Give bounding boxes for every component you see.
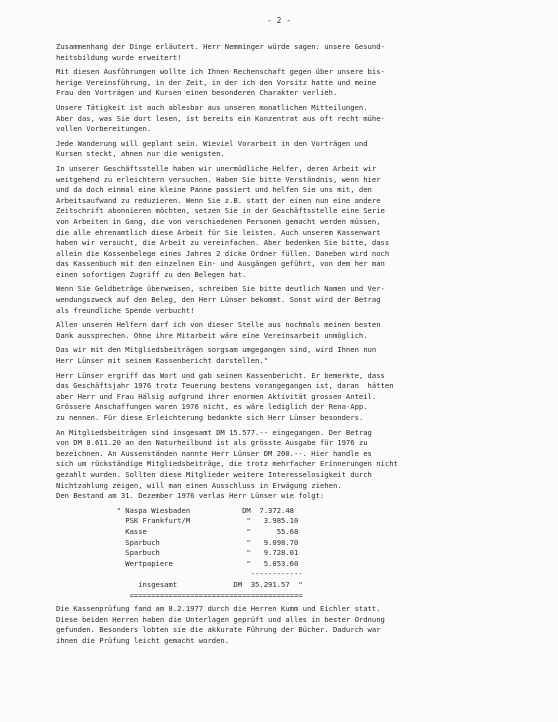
text-line: An Mitgliedsbeiträgen sind insgesamt DM 15.577.-- eingegangen. Der Betrag xyxy=(56,427,372,437)
text-line: Frau den Vorträgen und Kursen einen besonderen Charakter verlieh. xyxy=(56,88,338,98)
text-line: Den Bestand am 31. Dezember 1976 verlas Herr Lünser wie folgt: xyxy=(56,491,325,501)
text-line: heitsbildung wurde erweitert! xyxy=(56,52,182,62)
paragraph xyxy=(56,345,526,366)
text-line: wendungszweck auf den Beleg, den Herr Lünser bekommt. Sonst wird der Betrag xyxy=(56,295,381,305)
text-line: Das wir mit den Mitgliedsbeiträgen sorgsam umgegangen sind, wird Ihnen nun xyxy=(56,345,377,355)
text-line: Herr Lünser ergriff das Wort und gab seinen Kassenbericht. Er bemerkte, dass xyxy=(56,370,385,380)
text-line: Allen unseren Helfern darf ich von dieser Stelle aus nochmals meinen besten xyxy=(56,320,381,330)
paragraph xyxy=(56,42,526,63)
paragraph xyxy=(56,284,526,316)
text-line: Mit diesen Ausführungen wollte ich Ihnen Rechenschaft gegen über unsere bis- xyxy=(56,67,385,77)
closing-paragraph xyxy=(56,604,526,646)
text-line: Die Kassenprüfung fand am 8.2.1977 durch die Herren Kumm und Eichler statt. xyxy=(56,604,381,614)
document-body xyxy=(56,42,526,650)
text-line: sich um rückständige Mitgliedsbeiträge, die trotz mehrfacher Erinnerungen nicht xyxy=(56,459,398,469)
ledger-row: Sparbuch " 9.728.01 xyxy=(56,548,299,558)
paragraph xyxy=(56,67,526,99)
paragraph xyxy=(56,320,526,341)
text-line: Diese beiden Herren haben die Unterlagen geprüft und alles in bester Ordnung xyxy=(56,614,385,624)
text-line: allein die Kassenbelege eines Jahres 2 dicke Ordner füllen. Daneben wird noch xyxy=(56,248,390,258)
ledger-row: Wertpapiere " 5.053.60 xyxy=(56,558,299,568)
ledger-row: insgesamt DM 35.291.57 " xyxy=(56,579,303,589)
text-line: Aber das, was Sie dort lesen, ist bereits ein Konzentrat aus oft recht mühe- xyxy=(56,113,385,123)
text-line: Wenn Sie Geldbeträge überweisen, schreiben Sie bitte deutlich Namen und Ver- xyxy=(56,284,385,294)
text-line: das Kassenbuch mit den einzelnen Ein- und Ausgängen geführt, von dem her man xyxy=(56,259,385,269)
text-line: Zeitschrift abonnieren möchten, setzen Sie in der Geschäftsstelle eine Serie xyxy=(56,206,385,216)
text-line: von Arbeiten in Gang, die von verschiedenen Personen gemacht werden müssen, xyxy=(56,216,381,226)
ledger-row: Kasse " 55.68 xyxy=(56,526,299,536)
text-line: bezeichnen. An Aussenständen nannte Herr Lünser DM 200.--. Hier handle es xyxy=(56,448,372,458)
text-line: das Geschäftsjahr 1976 trotz Teuerung bestens vorangegangen ist, daran hätten xyxy=(56,381,394,391)
paragraph xyxy=(56,103,526,135)
text-line: Arbeitsaufwand zu reduzieren. Wenn Sie z.B. statt der einen nun eine andere xyxy=(56,195,381,205)
text-line: Unsere Tätigkeit ist auch ablesbar aus unseren monatlichen Mitteilungen. xyxy=(56,102,368,112)
text-line: In unserer Geschäftsstelle haben wir unermüdliche Helfer, deren Arbeit wir xyxy=(56,163,377,173)
text-line: einen sofortigen Zugriff zu den Belegen hat. xyxy=(56,269,247,279)
text-line: aber Herr und Frau Hälsig aufgrund ihrer enormen Aktivität grossen Anteil. xyxy=(56,391,377,401)
text-line: Dank aussprechen. Ohne ihre Mitarbeit wäre eine Vereinsarbeit unmöglich. xyxy=(56,330,368,340)
text-line: Grössere Anschaffungen waren 1976 nicht, es wäre lediglich der Rena-App. xyxy=(56,402,368,412)
paragraph xyxy=(56,371,526,424)
text-line: herige Vereinsführung, in der Zeit, in der ich den Vorsitz hatte und meine xyxy=(56,77,377,87)
ledger-row: " Naspa Wiesbaden DM 7.372.48 xyxy=(56,505,294,515)
balance-ledger xyxy=(56,506,526,601)
ledger-row: Sparbuch " 9.098.70 xyxy=(56,537,299,547)
text-line: von DM 8.611.20 an den Naturheilbund ist als grösste Ausgabe für 1976 zu xyxy=(56,438,368,448)
ledger-row: ------------ xyxy=(56,569,303,579)
text-line: als freundliche Spende verbucht! xyxy=(56,305,195,315)
page-number: - 2 - xyxy=(266,16,292,25)
paragraph xyxy=(56,139,526,160)
ledger-row: ======================================== xyxy=(56,590,303,600)
text-line: haben wir versucht, die Arbeit zu vereinfachen. Aber bedenken Sie bitte, dass xyxy=(56,238,390,248)
text-line: gezahlt wurden. Sollten diese Mitglieder weitere Interesselosigkeit durch xyxy=(56,469,372,479)
text-line: vollen Vorbereitungen. xyxy=(56,124,152,134)
paragraph xyxy=(56,164,526,281)
text-line: die alle ehrenamtlich diese Arbeit für Sie leisten. Auch unserem Kassenwart xyxy=(56,227,381,237)
text-line: ihnen die Prüfung leicht gemacht worden. xyxy=(56,635,230,645)
text-line: weitgehend zu erleichtern versuchen. Haben Sie bitte Verständnis, wenn hier xyxy=(56,174,381,184)
text-line: Jede Wanderung will geplant sein. Wieviel Vorarbeit in den Vorträgen und xyxy=(56,138,368,148)
text-line: Herr Lünser mit seinem Kassenbericht darstellen." xyxy=(56,356,269,366)
text-line: gefunden. Besonders lobten sie die akkurate Führung der Bücher. Dadurch war xyxy=(56,625,381,635)
text-line: Kursen steckt, ahnen nur die wenigsten. xyxy=(56,149,225,159)
text-line: und da doch einmal eine kleine Panne passiert und helfen Sie uns mit, den xyxy=(56,185,372,195)
text-line: zu nennen. Für diese Erleichterung bedankte sich Herr Lünser besonders. xyxy=(56,413,364,422)
text-line: Zusammenhang der Dinge erläutert. Herr Nemminger würde sagen: unsere Gesund- xyxy=(56,42,385,51)
paragraphs xyxy=(56,42,526,424)
ledger-intro-paragraph xyxy=(56,428,526,502)
ledger-row: PSK Frankfurt/M " 3.985.10 xyxy=(56,516,299,526)
text-line: Nichtzahlung zeigen, will man einen Ausschluss in Erwägung ziehen. xyxy=(56,480,342,490)
